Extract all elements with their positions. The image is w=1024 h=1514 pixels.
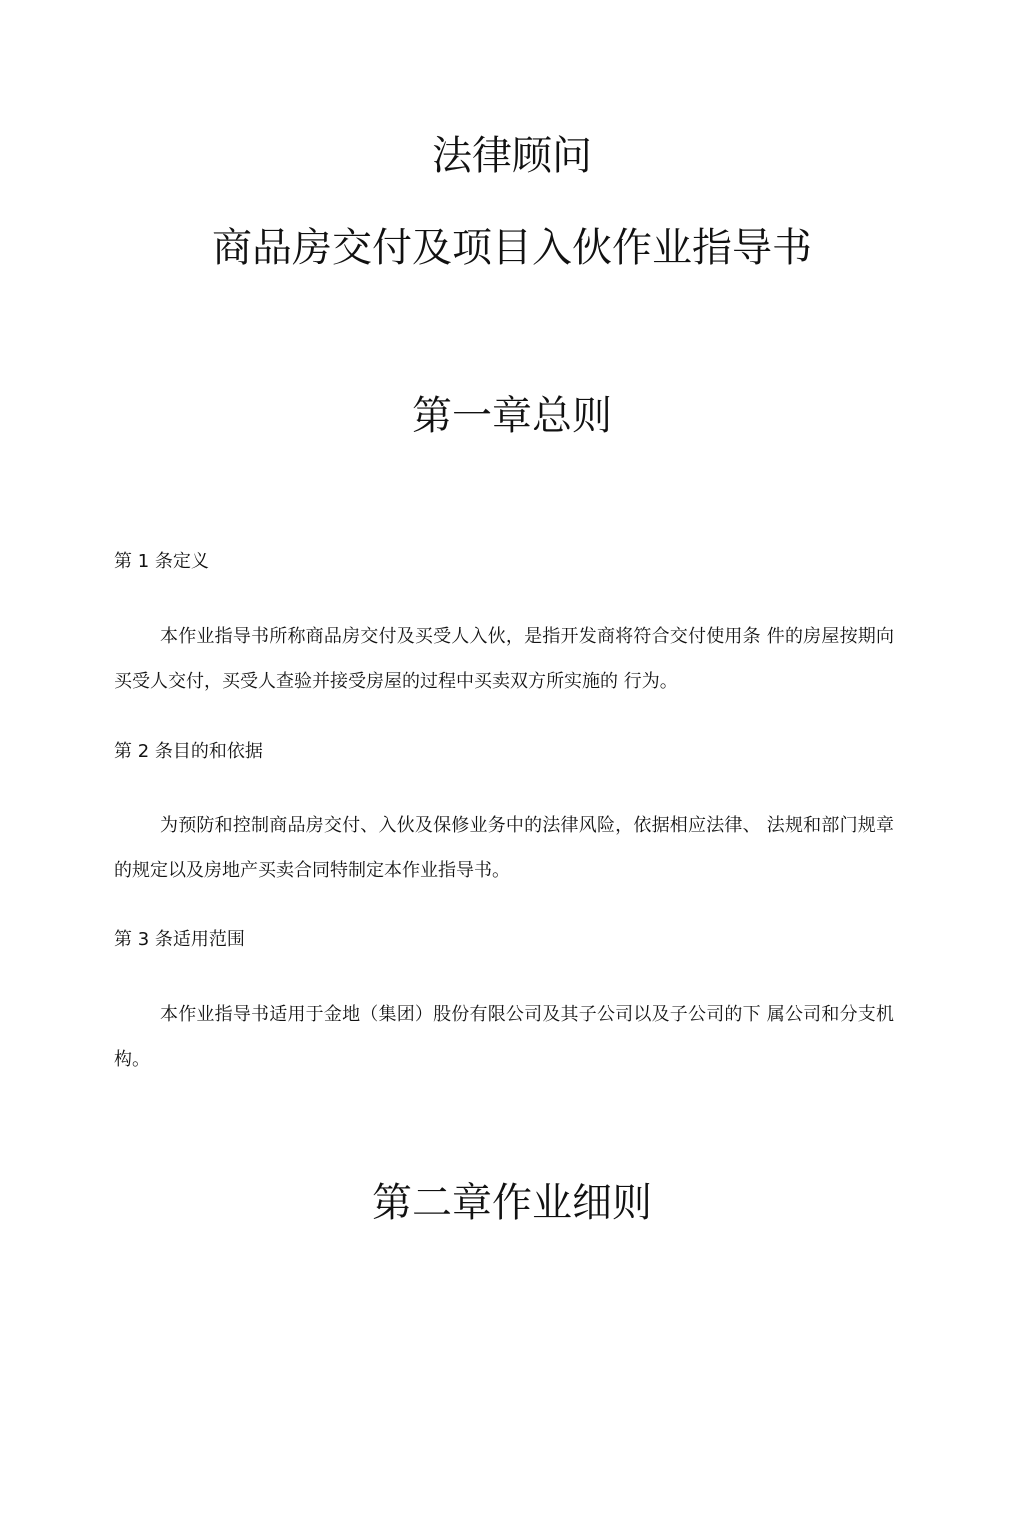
chapter-2-heading: 第二章作业细则 (372, 1180, 652, 1226)
article-1-heading: 第 1 条定义 (114, 551, 209, 572)
document-title: 法律顾问 (432, 133, 592, 179)
document-subtitle: 商品房交付及项目入伙作业指导书 (212, 225, 812, 271)
article-3-body: 本作业指导书适用于金地（集团）股份有限公司及其子公司以及子公司的下 属公司和分支机构。 (114, 1004, 894, 1070)
article-2-body: 为预防和控制商品房交付、入伙及保修业务中的法律风险，依据相应法律、 法规和部门规章的规定以及房地产买卖合同特制定本作业指导书。 (114, 815, 894, 881)
article-3-heading: 第 3 条适用范围 (114, 929, 245, 950)
article-1-body: 本作业指导书所称商品房交付及买受人入伙，是指开发商将符合交付使用条 件的房屋按期向买受人交付，买受人查验并接受房屋的过程中买卖双方所实施的 行为。 (114, 626, 894, 692)
article-2-heading: 第 2 条目的和依据 (114, 741, 263, 762)
chapter-1-heading: 第一章总则 (412, 393, 612, 439)
